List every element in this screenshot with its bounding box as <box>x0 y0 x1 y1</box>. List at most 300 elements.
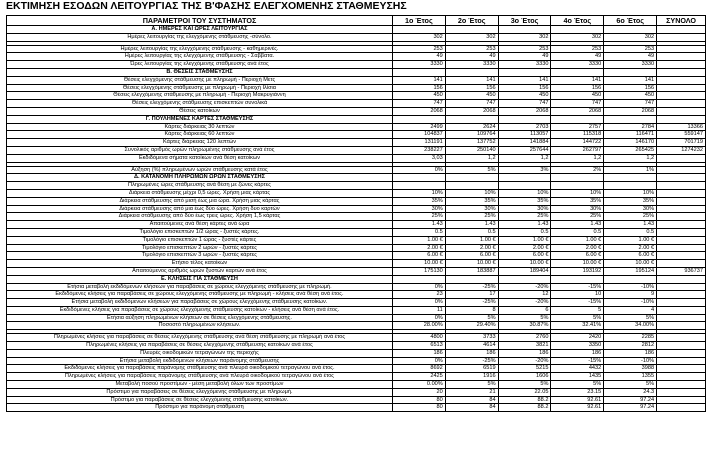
value-cell: 3330 <box>604 61 657 69</box>
value-cell: 1.00 € <box>551 236 604 244</box>
table-row <box>7 146 706 154</box>
value-cell: 17 <box>445 291 498 299</box>
value-cell: 5% <box>498 314 551 322</box>
value-cell <box>657 221 706 229</box>
value-cell: 2784 <box>604 123 657 131</box>
row-label: Ετήσιο τέλος κατοίκων <box>7 260 393 268</box>
value-cell: 30% <box>551 205 604 213</box>
value-cell: 1,2 <box>604 154 657 162</box>
value-cell: 9 <box>604 291 657 299</box>
value-cell <box>657 92 706 100</box>
value-cell: 0% <box>392 299 445 307</box>
value-cell: 450 <box>551 92 604 100</box>
value-cell: 49 <box>604 53 657 61</box>
table-row <box>7 365 706 373</box>
row-label: Θέσεις ελεγχόμενης στάθμευσης με πληρωμή - Περιοχή Μακρυγιάννη <box>7 92 393 100</box>
value-cell <box>392 275 445 283</box>
row-label: Μεταβολή ποσού προστίμων - μέση μεταβολή όλων των προστίμων <box>7 381 393 389</box>
value-cell: 25% <box>445 213 498 221</box>
value-cell: 450 <box>604 92 657 100</box>
value-cell: 88.2 <box>498 396 551 404</box>
table-row <box>7 182 706 190</box>
value-cell <box>657 314 706 322</box>
value-cell: 3% <box>498 166 551 174</box>
value-cell: 1.00 € <box>604 236 657 244</box>
value-cell: 183887 <box>445 267 498 275</box>
value-cell: 30% <box>392 205 445 213</box>
value-cell <box>604 275 657 283</box>
value-cell: 253 <box>498 45 551 53</box>
table-row <box>7 267 706 275</box>
row-label: Πληρωμένες κλήσεις για παραβάσεις παράνομης στάθμευσης ανά πλευρά οικοδομικού τετραγώνου ανά έτος <box>7 373 393 381</box>
value-cell: 35% <box>392 197 445 205</box>
value-cell: 1,2 <box>498 154 551 162</box>
value-cell: 701719 <box>657 139 706 147</box>
value-cell: 1.43 <box>445 221 498 229</box>
value-cell: 5% <box>604 314 657 322</box>
value-cell: -10% <box>604 283 657 291</box>
value-cell: 84 <box>445 396 498 404</box>
value-cell: 186 <box>445 349 498 357</box>
value-cell <box>657 291 706 299</box>
value-cell: 302 <box>445 33 498 41</box>
value-cell: 1355 <box>604 373 657 381</box>
value-cell: 2420 <box>551 334 604 342</box>
value-cell <box>657 349 706 357</box>
value-cell: 0.5 <box>551 228 604 236</box>
value-cell: 747 <box>498 100 551 108</box>
value-cell: 156 <box>551 84 604 92</box>
value-cell <box>392 68 445 76</box>
value-cell: 137752 <box>445 139 498 147</box>
value-cell: 10 <box>551 291 604 299</box>
value-cell <box>551 182 604 190</box>
row-label: Συνολικός αριθμός ωρών πληρωμένης στάθμευσης ανά έτος <box>7 146 393 154</box>
value-cell: 113057 <box>498 131 551 139</box>
row-label: Ώρες λειτουργίας της ελεγχόμενης στάθμευσης ανά έτος <box>7 61 393 69</box>
value-cell: 10.00 € <box>498 260 551 268</box>
section-row <box>7 275 706 283</box>
row-label: Κάρτες διάρκειας 120 λεπτών <box>7 139 393 147</box>
value-cell: 2624 <box>445 123 498 131</box>
value-cell: 2% <box>551 166 604 174</box>
value-cell: 8 <box>445 306 498 314</box>
value-cell: 6.00 € <box>551 252 604 260</box>
table-row <box>7 381 706 389</box>
value-cell: 450 <box>498 92 551 100</box>
row-label: Θέσεις ελεγχόμενης στάθμευσης με πληρωμή - Περιοχή Μετς <box>7 76 393 84</box>
value-cell: -25% <box>445 357 498 365</box>
value-cell: 2068 <box>392 107 445 115</box>
value-cell <box>445 182 498 190</box>
value-cell <box>498 68 551 76</box>
value-cell: 3330 <box>498 61 551 69</box>
value-cell: 2.00 € <box>445 244 498 252</box>
value-cell <box>657 53 706 61</box>
table-row <box>7 205 706 213</box>
value-cell: 144722 <box>551 139 604 147</box>
header-cell: ΣΥΝΟΛΟ <box>657 16 706 26</box>
value-cell: 141 <box>551 76 604 84</box>
value-cell <box>657 33 706 41</box>
value-cell: 10% <box>551 189 604 197</box>
value-cell: 10.00 € <box>551 260 604 268</box>
value-cell <box>657 373 706 381</box>
value-cell: 141884 <box>498 139 551 147</box>
value-cell: 5% <box>498 381 551 389</box>
row-label: Κάρτες διάρκειας 30 λεπτών <box>7 123 393 131</box>
value-cell: 4 <box>604 306 657 314</box>
value-cell: 2812 <box>604 342 657 350</box>
section-row <box>7 26 706 34</box>
row-label: Ημέρες λειτουργίας της ελεγχόμενης στάθμευσης - Σαββατα. <box>7 53 393 61</box>
value-cell <box>392 182 445 190</box>
value-cell: 80 <box>392 396 445 404</box>
value-cell <box>657 357 706 365</box>
value-cell: 0.5 <box>445 228 498 236</box>
value-cell: 80 <box>392 404 445 412</box>
row-label: Πρόστιμο για παραβάσεις σε θέσεις ελεγχόμενης στάθμευσης κατοίκων. <box>7 396 393 404</box>
table-row <box>7 334 706 342</box>
value-cell <box>657 244 706 252</box>
value-cell <box>657 45 706 53</box>
value-cell <box>657 84 706 92</box>
value-cell: 156 <box>498 84 551 92</box>
value-cell <box>392 174 445 182</box>
value-cell: 30.87% <box>498 322 551 330</box>
value-cell: 141 <box>604 76 657 84</box>
value-cell: 747 <box>604 100 657 108</box>
value-cell: 0.5 <box>498 228 551 236</box>
row-label: Τιμολόγιο επισκεπτών 2 ωρών - ξυστές κάρτες <box>7 244 393 252</box>
value-cell <box>657 388 706 396</box>
value-cell: 35% <box>604 197 657 205</box>
row-label: Γ. ΠΟΥΛΗΜΕΝΕΣ ΚΑΡΤΕΣ ΣΤΑΘΜΕΥΣΗΣ <box>7 115 393 123</box>
table-row <box>7 131 706 139</box>
value-cell <box>604 182 657 190</box>
value-cell: 0% <box>392 283 445 291</box>
value-cell: 302 <box>498 33 551 41</box>
value-cell: 2703 <box>498 123 551 131</box>
value-cell: 6513 <box>392 342 445 350</box>
value-cell: 2.00 € <box>551 244 604 252</box>
value-cell <box>657 189 706 197</box>
value-cell: 24.3 <box>604 388 657 396</box>
value-cell: 559147 <box>657 131 706 139</box>
value-cell: 97.24 <box>604 396 657 404</box>
value-cell: 3,03 <box>392 154 445 162</box>
value-cell: 186 <box>551 349 604 357</box>
revenue-table <box>6 15 706 412</box>
table-row <box>7 166 706 174</box>
value-cell <box>657 68 706 76</box>
value-cell: 1.00 € <box>392 236 445 244</box>
value-cell: 2068 <box>604 107 657 115</box>
table-row <box>7 357 706 365</box>
value-cell: 35% <box>551 197 604 205</box>
value-cell <box>551 68 604 76</box>
row-label: Θέσεις κατοίκων <box>7 107 393 115</box>
value-cell: 5% <box>604 381 657 389</box>
row-label: Πλευρές οικοδομικών τετραγώνων της περιοχής <box>7 349 393 357</box>
value-cell: 97.24 <box>604 404 657 412</box>
value-cell: 189404 <box>498 267 551 275</box>
value-cell <box>657 299 706 307</box>
value-cell: 1% <box>604 166 657 174</box>
row-label: Πρόστιμο για παράνομη στάθμευση <box>7 404 393 412</box>
value-cell: 25% <box>551 213 604 221</box>
row-label: Διάρκεια στάθμευσης από δύο έως τρεις ώρες. Χρήση 1,5 κάρτας <box>7 213 393 221</box>
table-row <box>7 283 706 291</box>
value-cell: 131191 <box>392 139 445 147</box>
value-cell <box>445 115 498 123</box>
value-cell <box>392 26 445 34</box>
value-cell <box>657 275 706 283</box>
value-cell <box>604 174 657 182</box>
value-cell: 1916 <box>445 373 498 381</box>
value-cell: 5% <box>445 166 498 174</box>
table-row <box>7 76 706 84</box>
value-cell <box>657 115 706 123</box>
value-cell <box>498 275 551 283</box>
table-row <box>7 61 706 69</box>
value-cell <box>604 115 657 123</box>
value-cell: 13366 <box>657 123 706 131</box>
value-cell: 302 <box>551 33 604 41</box>
value-cell: 253 <box>445 45 498 53</box>
section-row <box>7 115 706 123</box>
table-row <box>7 388 706 396</box>
value-cell: -25% <box>445 283 498 291</box>
value-cell: 109764 <box>445 131 498 139</box>
value-cell <box>657 396 706 404</box>
value-cell: -20% <box>498 357 551 365</box>
value-cell: 28.00% <box>392 322 445 330</box>
value-cell: -15% <box>551 357 604 365</box>
value-cell: 5% <box>551 381 604 389</box>
value-cell: -20% <box>498 299 551 307</box>
value-cell: 253 <box>392 45 445 53</box>
value-cell: 3350 <box>551 342 604 350</box>
row-label: Ετήσια μεταβολή εκδιδόμενων κλήσεων παράνομης στάθμευσης <box>7 357 393 365</box>
row-label: Τιμολόγιο επισκεπτών 3 ωρών - ξυστές κάρτες <box>7 252 393 260</box>
row-label: Ημέρες λειτουργίας της ελεγχόμενης στάθμευσης - καθημερινές. <box>7 45 393 53</box>
value-cell: 3330 <box>551 61 604 69</box>
table-row <box>7 373 706 381</box>
value-cell: 238227 <box>392 146 445 154</box>
value-cell: 253 <box>551 45 604 53</box>
value-cell: 1.43 <box>498 221 551 229</box>
table-row <box>7 252 706 260</box>
value-cell: 49 <box>392 53 445 61</box>
value-cell <box>657 26 706 34</box>
value-cell <box>445 174 498 182</box>
value-cell: 186 <box>498 349 551 357</box>
row-label: Διάρκεια στάθμευσης μέχρι 0,5 ώρες. Χρήση μιας κάρτας <box>7 189 393 197</box>
value-cell: 2425 <box>392 373 445 381</box>
value-cell: 1.00 € <box>498 236 551 244</box>
value-cell <box>657 322 706 330</box>
value-cell: 1435 <box>551 373 604 381</box>
row-label: Πληρωμένες κλήσεις για παραβάσεις σε θέσεις ελεγχόμενης στάθμευσης κατοίκων ανά έτος <box>7 342 393 350</box>
table-row <box>7 314 706 322</box>
value-cell: 12 <box>498 291 551 299</box>
table-row <box>7 299 706 307</box>
value-cell: 10% <box>498 189 551 197</box>
table-row <box>7 154 706 162</box>
row-label: Εκδιδόμενα σήματα κατοίκων ανά θέση κατοίκων <box>7 154 393 162</box>
value-cell <box>551 174 604 182</box>
table-row <box>7 100 706 108</box>
value-cell: 3733 <box>445 334 498 342</box>
table-row <box>7 107 706 115</box>
header-cell: 2ο Έτος <box>445 16 498 26</box>
value-cell: 8692 <box>392 365 445 373</box>
value-cell: 6519 <box>445 365 498 373</box>
row-label: Πρόστιμο για παραβάσεις σε θέσεις ελεγχόμενης στάθμευσης με πληρωμή. <box>7 388 393 396</box>
row-label: Β. ΘΕΣΕΙΣ ΣΤΑΘΜΕΥΣΗΣ <box>7 68 393 76</box>
value-cell: 1.43 <box>392 221 445 229</box>
value-cell: 1.43 <box>604 221 657 229</box>
value-cell <box>657 306 706 314</box>
table-row <box>7 228 706 236</box>
table-row <box>7 291 706 299</box>
value-cell: 5215 <box>498 365 551 373</box>
value-cell <box>604 26 657 34</box>
value-cell: -25% <box>445 299 498 307</box>
table-row <box>7 306 706 314</box>
value-cell: 141 <box>498 76 551 84</box>
value-cell <box>445 26 498 34</box>
revenue-table-body <box>7 16 706 412</box>
value-cell: 35% <box>445 197 498 205</box>
value-cell: 10% <box>392 189 445 197</box>
value-cell <box>657 166 706 174</box>
value-cell <box>657 283 706 291</box>
header-cell: ΠΑΡΑΜΕΤΡΟΙ ΤΟΥ ΣΥΣΤΗΜΑΤΟΣ <box>7 16 393 26</box>
value-cell <box>498 174 551 182</box>
value-cell <box>657 381 706 389</box>
value-cell: 1.43 <box>551 221 604 229</box>
value-cell: 49 <box>445 53 498 61</box>
value-cell: 6.00 € <box>392 252 445 260</box>
value-cell: 5% <box>551 314 604 322</box>
table-row <box>7 342 706 350</box>
value-cell: 747 <box>392 100 445 108</box>
value-cell: 6 <box>498 306 551 314</box>
value-cell: 2068 <box>445 107 498 115</box>
value-cell <box>657 100 706 108</box>
value-cell: 6.00 € <box>445 252 498 260</box>
header-cell: 1ο Έτος <box>392 16 445 26</box>
table-row <box>7 404 706 412</box>
value-cell: 6.00 € <box>604 252 657 260</box>
value-cell: 4800 <box>392 334 445 342</box>
row-label: Εκδιδόμενες κλήσεις για παραβάσεις σε χώρους ελεγχόμενης στάθμευσης κατοίκων - κλήσεις ανά θέση ανά έτος. <box>7 306 393 314</box>
value-cell: 2.00 € <box>604 244 657 252</box>
value-cell <box>657 365 706 373</box>
value-cell: 2.00 € <box>392 244 445 252</box>
value-cell: 92.61 <box>551 404 604 412</box>
value-cell <box>445 275 498 283</box>
value-cell: 0% <box>392 357 445 365</box>
value-cell: 156 <box>604 84 657 92</box>
value-cell: 302 <box>604 33 657 41</box>
row-label: Τιμολόγιο επισκεπτών 1/2 ώρας - ξυστές κάρτες. <box>7 228 393 236</box>
value-cell: 29.40% <box>445 322 498 330</box>
value-cell <box>657 260 706 268</box>
header-cell: 6ο Έτος <box>604 16 657 26</box>
row-label: Ετήσια μεταβολή εκδιδόμενων κλήσεων για παραβάσεις σε χώρους ελεγχόμενης στάθμευσης κατοίκων. <box>7 299 393 307</box>
value-cell: 6.00 € <box>498 252 551 260</box>
value-cell: 156 <box>392 84 445 92</box>
value-cell: 30% <box>498 205 551 213</box>
value-cell: 116471 <box>604 131 657 139</box>
value-cell <box>657 404 706 412</box>
row-label: Δ. ΚΑΤΑΝΟΜΗ ΠΛΗΡΩΜΩΝ ΩΡΩΝ ΣΤΑΘΜΕΥΣΗΣ <box>7 174 393 182</box>
row-label: Απαιτούμενες ανά θέση κάρτες ανά ώρα <box>7 221 393 229</box>
row-label: Πληρωμένες ώρες στάθμευσης ανά θέση με ζώνες κάρτες <box>7 182 393 190</box>
table-row <box>7 45 706 53</box>
value-cell: 32.41% <box>551 322 604 330</box>
value-cell: 49 <box>551 53 604 61</box>
value-cell: 186 <box>392 349 445 357</box>
table-row <box>7 221 706 229</box>
table-row <box>7 123 706 131</box>
value-cell: 175130 <box>392 267 445 275</box>
value-cell: 2285 <box>604 334 657 342</box>
value-cell <box>657 107 706 115</box>
row-label: Διάρκεια στάθμευσης από μισή έως μια ώρα. Χρήση μιας κάρτας <box>7 197 393 205</box>
row-label: Κάρτες διάρκειας 60 λεπτών <box>7 131 393 139</box>
row-label: Αύξηση (%) πληρωμένων ωρών στάθμευσης κατά έτος <box>7 166 393 174</box>
value-cell <box>657 205 706 213</box>
value-cell: 25% <box>604 213 657 221</box>
row-label: Εκδιδόμενες κλήσεις για παραβάσεις παράνομης στάθμευσης ανά πλευρά οικοδομικού τετραγώνου ανά έτος. <box>7 365 393 373</box>
row-label: Ετήσια μεταβολή εκδιδόμενων κλήσεων για παραβάσεις σε χώρους ελεγχόμενης στάθμευσης με πληρωμή. <box>7 283 393 291</box>
value-cell: 2068 <box>498 107 551 115</box>
header-cell: 4ο Έτος <box>551 16 604 26</box>
value-cell: 3330 <box>445 61 498 69</box>
table-row <box>7 33 706 41</box>
value-cell: 265425 <box>604 146 657 154</box>
table-row <box>7 244 706 252</box>
row-label: Πληρωμένες κλήσεις για παραβάσεις σε θέσεις ελεγχόμενης στάθμευσης ανά θέση στάθμευσης με πληρωμή ανά έτος <box>7 334 393 342</box>
value-cell: 186 <box>604 349 657 357</box>
value-cell: 3330 <box>392 61 445 69</box>
value-cell: 2.00 € <box>498 244 551 252</box>
row-label: Θέσεις ελεγχόμενης στάθμευσης με πληρωμή - Περιοχή Ιλίσια <box>7 84 393 92</box>
value-cell: 25% <box>392 213 445 221</box>
value-cell: 92.61 <box>551 396 604 404</box>
value-cell: 193192 <box>551 267 604 275</box>
value-cell: 21 <box>445 388 498 396</box>
value-cell <box>498 115 551 123</box>
value-cell: 0% <box>392 166 445 174</box>
value-cell: 23.15 <box>551 388 604 396</box>
value-cell: 146170 <box>604 139 657 147</box>
value-cell: -10% <box>604 357 657 365</box>
value-cell: 115318 <box>551 131 604 139</box>
value-cell: 49 <box>498 53 551 61</box>
value-cell: 88.2 <box>498 404 551 412</box>
header-row <box>7 16 706 26</box>
value-cell: 1,2 <box>445 154 498 162</box>
value-cell: 1606 <box>498 373 551 381</box>
value-cell <box>657 174 706 182</box>
value-cell: 141 <box>445 76 498 84</box>
table-row <box>7 92 706 100</box>
